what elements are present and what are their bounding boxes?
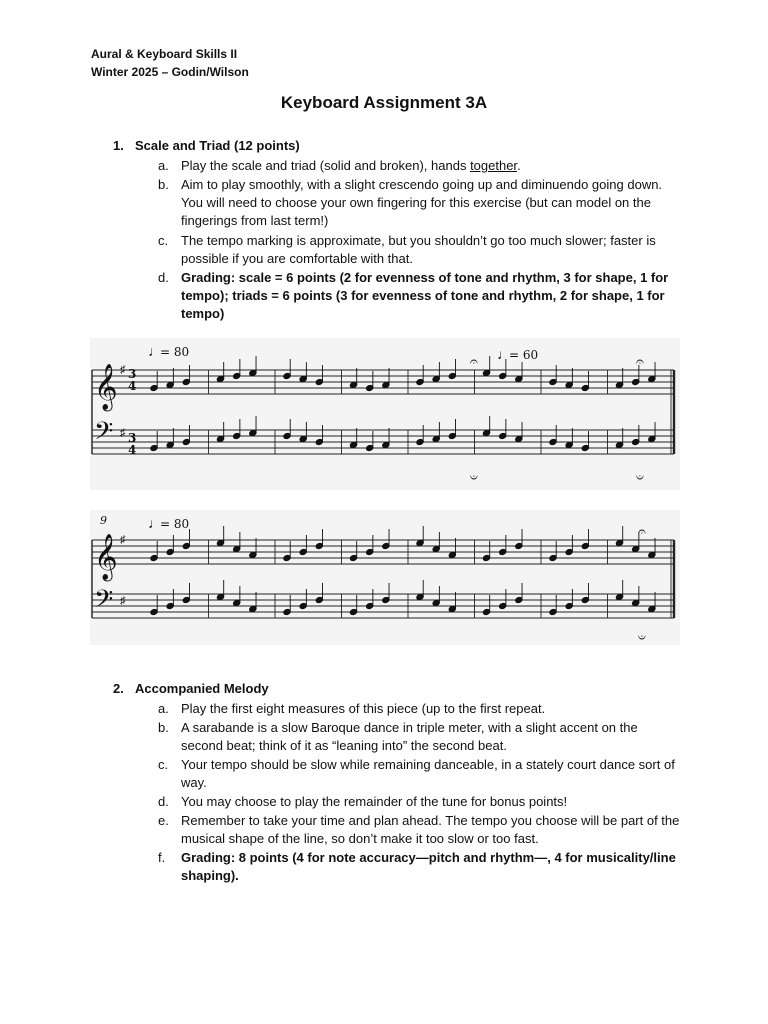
fermata-icon: 𝄑 bbox=[638, 629, 646, 645]
fermata-icon: 𝄐 bbox=[638, 523, 646, 539]
item-letter: a. bbox=[158, 158, 169, 173]
item-text: You may choose to play the remainder of the tune for bonus points! bbox=[181, 794, 568, 809]
time-signature-top: 3 bbox=[128, 367, 137, 381]
item-text-grading: Grading: 8 points (4 for note accuracy—pitch and rhythm—, 4 for musicality/line shaping). bbox=[181, 850, 676, 883]
item-letter: b. bbox=[158, 177, 169, 192]
time-signature-bottom: 4 bbox=[128, 379, 137, 393]
key-signature-sharp-icon: ♯ bbox=[120, 534, 126, 546]
item-text-part: . bbox=[517, 158, 521, 173]
time-signature-top: 3 bbox=[128, 431, 137, 445]
item-text bbox=[181, 157, 681, 175]
item-letter: d. bbox=[158, 794, 169, 809]
tempo-marking-3: = 80 bbox=[160, 517, 190, 531]
bass-clef-icon: 𝄢 bbox=[94, 417, 114, 452]
item-text: Your tempo should be slow while remaining danceable, in a stately court dance sort of way. bbox=[181, 757, 675, 790]
tempo-quarter-note-icon: ♩ bbox=[148, 515, 162, 531]
music-notation-system-2 bbox=[90, 510, 680, 645]
item-text: Play the first eight measures of this piece (up to the first repeat. bbox=[181, 701, 546, 716]
section-2-number: 2. bbox=[113, 681, 124, 696]
fermata-icon: 𝄑 bbox=[470, 469, 478, 485]
tempo-marking-1: = 80 bbox=[160, 345, 190, 359]
tempo-marking-2: = 60 bbox=[509, 348, 539, 362]
item-letter: e. bbox=[158, 813, 169, 828]
course-name: Aural & Keyboard Skills II bbox=[91, 47, 238, 61]
section-1-title: Scale and Triad (12 points) bbox=[135, 138, 300, 153]
section-2-heading bbox=[113, 681, 269, 696]
item-letter: a. bbox=[158, 701, 169, 716]
tempo-quarter-note-icon: ♩ bbox=[497, 346, 511, 362]
key-signature-sharp-icon: ♯ bbox=[120, 595, 126, 607]
key-signature-sharp-icon: ♯ bbox=[120, 364, 126, 376]
music-notation-system-1 bbox=[90, 338, 680, 490]
bass-clef-icon: 𝄢 bbox=[94, 585, 114, 620]
key-signature-sharp-icon: ♯ bbox=[120, 427, 126, 439]
item-letter: b. bbox=[158, 720, 169, 735]
scale-score-system-1 bbox=[90, 338, 680, 490]
term-instructors: Winter 2025 – Godin/Wilson bbox=[91, 65, 249, 79]
section-2-title: Accompanied Melody bbox=[135, 681, 269, 696]
item-text: Aim to play smoothly, with a slight crescendo going up and diminuendo going down. You will need to choose your own fingering for this exercise (but can model on the fingerings from last term!) bbox=[181, 177, 663, 228]
item-text-part: Play the scale and triad (solid and broken), hands bbox=[181, 158, 471, 173]
treble-clef-icon: 𝄞 bbox=[94, 364, 118, 410]
scale-score-system-2 bbox=[90, 510, 680, 645]
item-letter: c. bbox=[158, 233, 169, 248]
page-title: Keyboard Assignment 3A bbox=[280, 93, 488, 112]
item-text: The tempo marking is approximate, but you shouldn’t go too much slower; faster is possible if you are comfortable with that. bbox=[181, 233, 656, 266]
measure-number: 9 bbox=[100, 514, 107, 527]
item-letter: c. bbox=[158, 757, 169, 772]
section-1-number: 1. bbox=[113, 138, 124, 153]
fermata-icon: 𝄑 bbox=[636, 469, 644, 485]
item-text-grading: Grading: scale = 6 points (2 for evenness of tone and rhythm, 3 for shape, 1 for tempo); triads = 6 points (3 for evenness of tone and rhythm, 2 for shape, 1 for tempo) bbox=[181, 270, 669, 321]
tempo-quarter-note-icon: ♩ bbox=[148, 343, 162, 359]
section-1-heading bbox=[113, 138, 300, 153]
item-text: Remember to take your time and plan ahead. The tempo you choose will be part of the musical shape of the line, so don’t make it too slow or too fast. bbox=[181, 813, 680, 846]
item-letter: d. bbox=[158, 270, 169, 285]
item-text: A sarabande is a slow Baroque dance in triple meter, with a slight accent on the second beat; think of it as “leaning into” the second beat. bbox=[181, 720, 638, 753]
fermata-icon: 𝄐 bbox=[636, 353, 644, 369]
fermata-icon: 𝄐 bbox=[470, 353, 478, 369]
item-letter: f. bbox=[158, 850, 166, 865]
time-signature-bottom: 4 bbox=[128, 443, 137, 457]
treble-clef-icon: 𝄞 bbox=[94, 534, 118, 580]
item-text-emphasis: together bbox=[470, 158, 518, 173]
